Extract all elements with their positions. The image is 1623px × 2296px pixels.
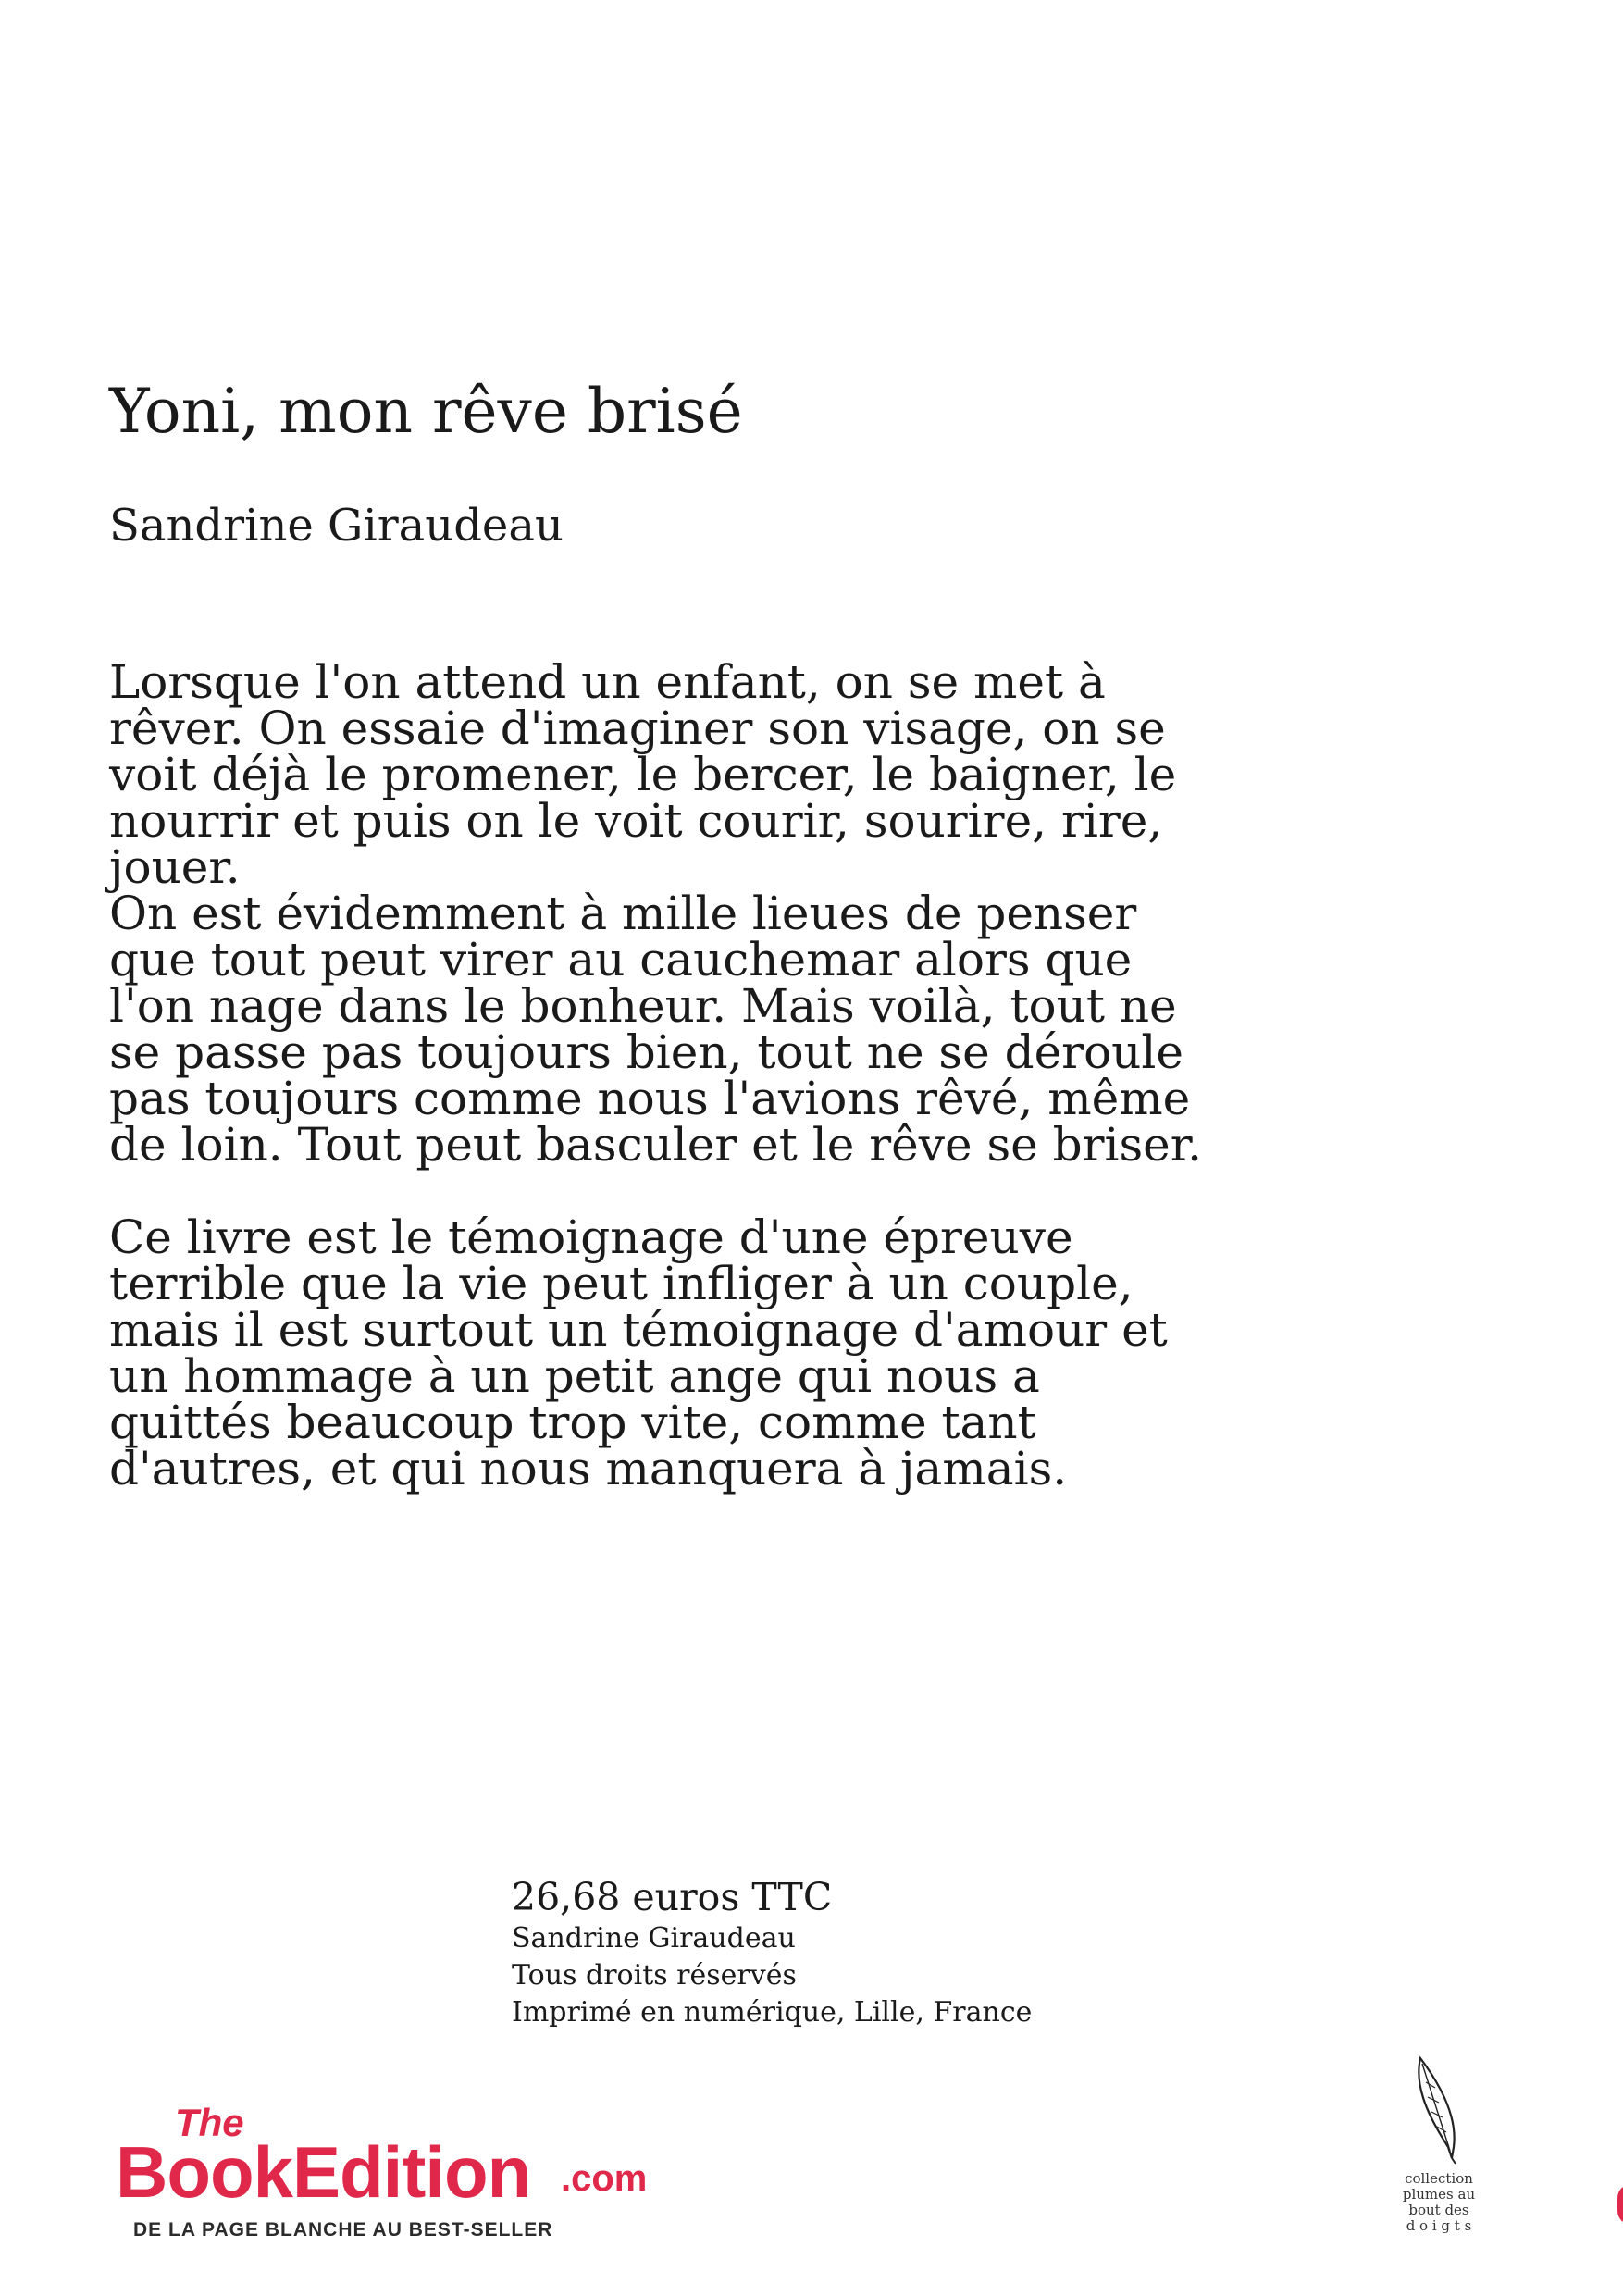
blurb-line: quittés beaucoup trop vite, comme tant bbox=[109, 1396, 1036, 1449]
blurb-line: de loin. Tout peut basculer et le rêve se briser. bbox=[109, 1118, 1203, 1172]
blurb-line: On est évidemment à mille lieues de penser bbox=[109, 887, 1137, 940]
collection-mark bbox=[1388, 2054, 1490, 2234]
imprint-block bbox=[512, 1875, 1032, 2031]
bookedition-logo bbox=[116, 2101, 671, 2249]
blurb-line: pas toujours comme nous l'avions rêvé, même bbox=[109, 1072, 1191, 1125]
blurb-line: mais il est surtout un témoignage d'amour et bbox=[109, 1303, 1168, 1357]
collection-line: collection bbox=[1405, 2170, 1473, 2187]
logo-the: The bbox=[175, 2101, 244, 2144]
logo-brand: BookEdition bbox=[116, 2131, 531, 2213]
blurb-line: que tout peut virer au cauchemar alors que bbox=[109, 933, 1133, 987]
blurb-line: nourrir et puis on le voit courir, sourire, rire, bbox=[109, 794, 1163, 848]
blurb-line: l'on nage dans le bonheur. Mais voilà, tout ne bbox=[109, 979, 1177, 1033]
logo-dotcom: .com bbox=[561, 2158, 648, 2199]
blurb-line: d'autres, et qui nous manquera à jamais. bbox=[109, 1442, 1068, 1496]
logo-tagline: DE LA PAGE BLANCHE AU BEST-SELLER bbox=[133, 2219, 553, 2240]
blurb-line: un hommage à un petit ange qui nous a bbox=[109, 1349, 1040, 1403]
blurb-line: Ce livre est le témoignage d'une épreuve bbox=[109, 1210, 1073, 1264]
collection-line: d o i g t s bbox=[1406, 2217, 1472, 2234]
price: 26,68 euros TTC bbox=[512, 1875, 833, 1919]
edge-decoration bbox=[1617, 2184, 1623, 2225]
blurb-line: Lorsque l'on attend un enfant, on se met à bbox=[109, 655, 1106, 709]
imprint-rights: Tous droits réservés bbox=[512, 1959, 797, 1992]
blurb-line: voit déjà le promener, le bercer, le baigner, le bbox=[109, 748, 1177, 801]
collection-line: plumes au bbox=[1402, 2186, 1476, 2203]
book-title: Yoni, mon rêve brisé bbox=[109, 376, 743, 447]
blurb-paragraph bbox=[109, 1210, 1312, 1496]
blurb-paragraph bbox=[109, 655, 1312, 1172]
imprint-author: Sandrine Giraudeau bbox=[512, 1922, 796, 1955]
imprint-printed: Imprimé en numérique, Lille, France bbox=[512, 1996, 1033, 2029]
back-cover-blurb bbox=[109, 655, 1312, 1538]
book-author: Sandrine Giraudeau bbox=[109, 500, 564, 552]
collection-label bbox=[1388, 2171, 1490, 2234]
blurb-line: terrible que la vie peut infliger à un couple, bbox=[109, 1257, 1134, 1310]
blurb-line: se passe pas toujours bien, tout ne se déroule bbox=[109, 1025, 1183, 1079]
quill-feather-icon bbox=[1411, 2054, 1467, 2166]
collection-line: bout des bbox=[1408, 2202, 1469, 2218]
blurb-line: rêver. On essaie d'imaginer son visage, on se bbox=[109, 701, 1166, 755]
blurb-line: jouer. bbox=[109, 840, 241, 894]
